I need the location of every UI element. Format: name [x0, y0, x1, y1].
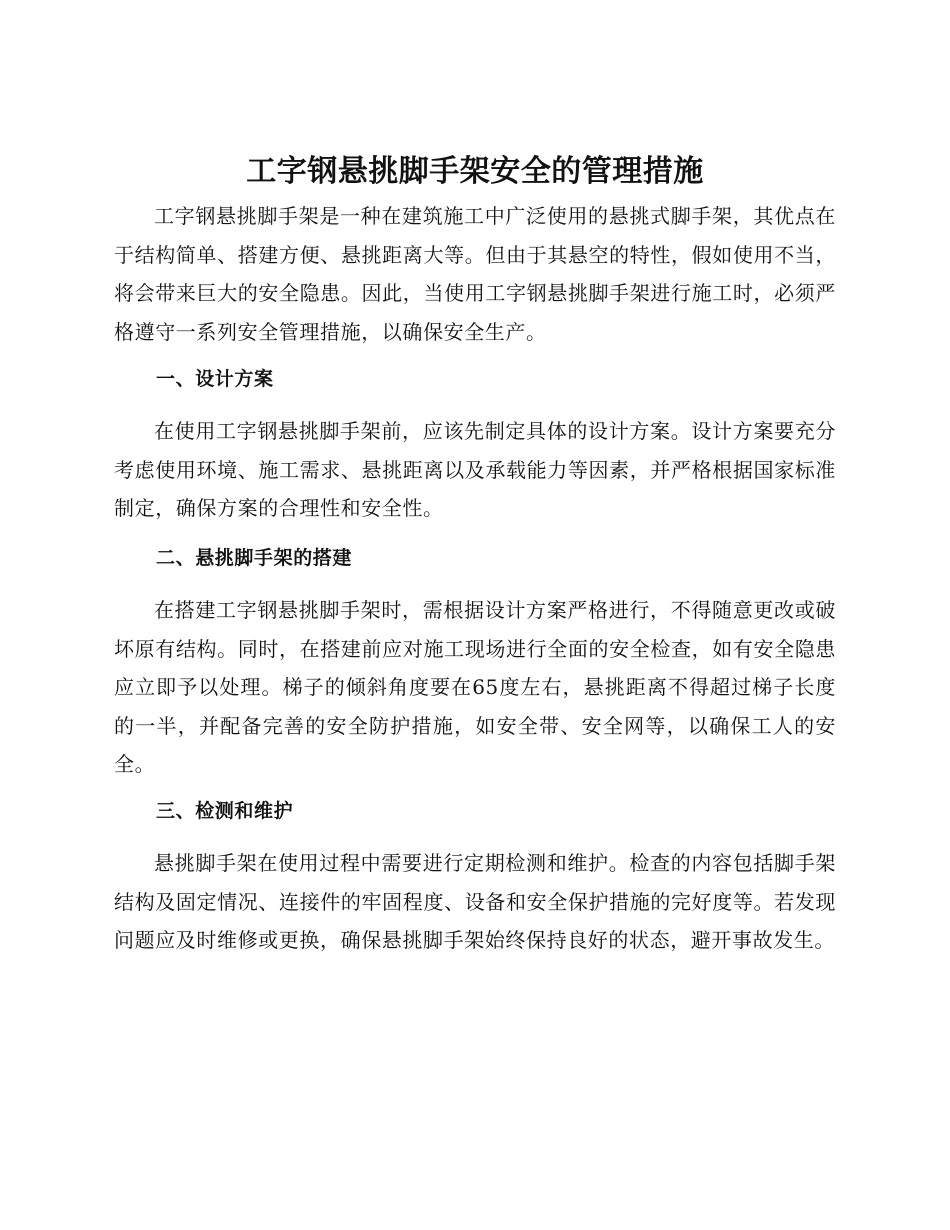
document-title: 工字钢悬挑脚手架安全的管理措施: [246, 154, 704, 189]
intro-paragraph: 工字钢悬挑脚手架是一种在建筑施工中广泛使用的悬挑式脚手架，其优点在于结构简单、搭建方便、悬挑距离大等。但由于其悬空的特性，假如使用不当，将会带来巨大的安全隐患。因此，当使用工字钢悬挑脚手架进行施工时，必须严格遵守一系列安全管理措施，以确保安全生产。: [114, 204, 836, 344]
section-body-design: 在使用工字钢悬挑脚手架前，应该先制定具体的设计方案。设计方案要充分考虑使用环境、施工需求、悬挑距离以及承载能力等因素，并严格根据国家标准制定，确保方案的合理性和安全性。: [114, 419, 836, 520]
section-body-construction: 在搭建工字钢悬挑脚手架时，需根据设计方案严格进行，不得随意更改或破坏原有结构。同时，在搭建前应对施工现场进行全面的安全检查，如有安全隐患应立即予以处理。梯子的倾斜角度要在65度左右，悬挑距离不得超过梯子长度的一半，并配备完善的安全防护措施，如安全带、安全网等，以确保工人的安全。: [114, 598, 836, 776]
section-heading-inspection: 三、检测和维护: [156, 800, 294, 822]
section-body-inspection: 悬挑脚手架在使用过程中需要进行定期检测和维护。检查的内容包括脚手架结构及固定情况、连接件的牢固程度、设备和安全保护措施的完好度等。若发现问题应及时维修或更换，确保悬挑脚手架始终保持良好的状态，避开事故发生。: [114, 851, 836, 952]
section-heading-construction: 二、悬挑脚手架的搭建: [156, 547, 353, 569]
section-heading-design: 一、设计方案: [156, 368, 274, 390]
